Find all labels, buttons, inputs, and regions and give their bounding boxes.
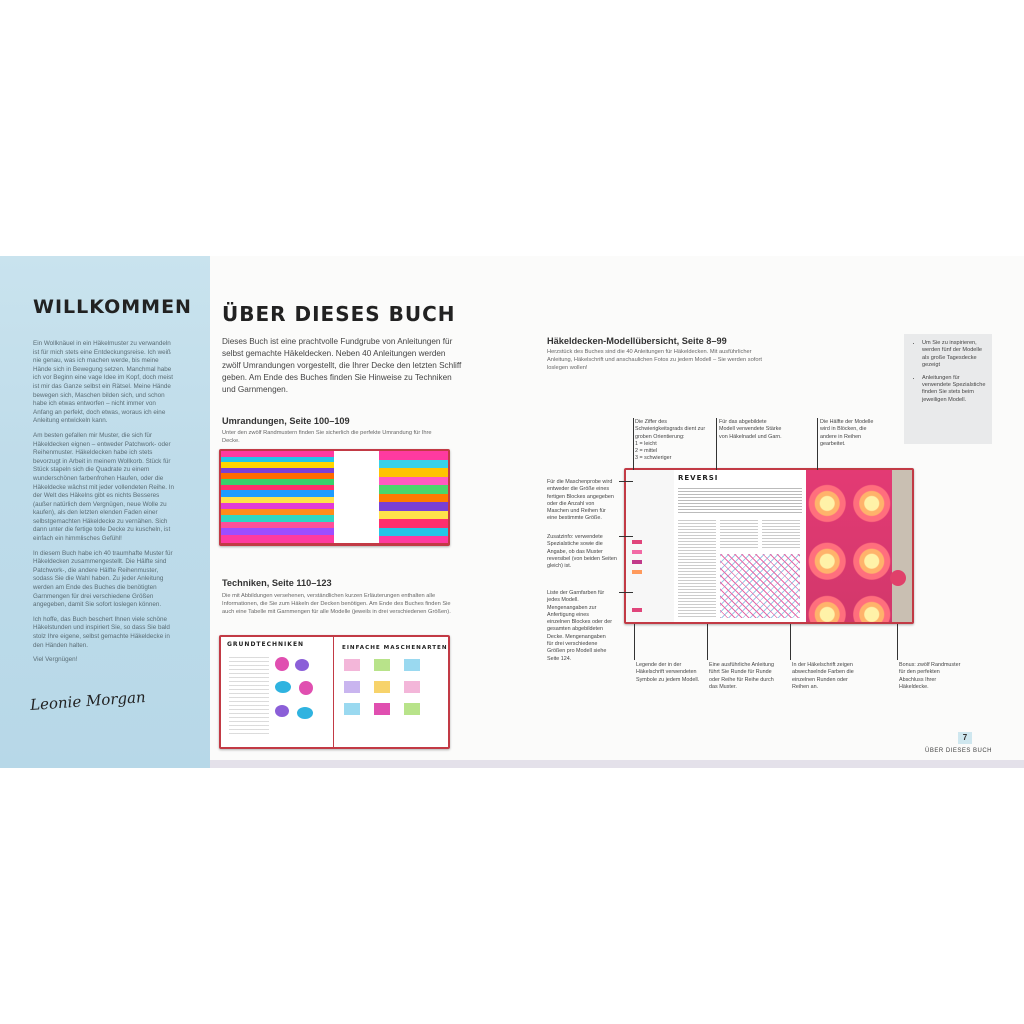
borders-text: Unter den zwölf Randmustern finden Sie sicherlich die perfekte Umrandung für Ihre Decke. bbox=[222, 430, 432, 444]
model-photo bbox=[806, 470, 912, 622]
book-spread bbox=[0, 256, 1024, 768]
annotation-legend: Legende der in der Häkelschrift verwendeten Symbole zu jedem Modell. bbox=[636, 662, 700, 683]
welcome-title: WILLKOMMEN bbox=[33, 296, 192, 318]
about-intro: Dieses Buch ist eine prachtvolle Fundgrube von Anleitungen für selbst gemachte Häkeldecken. Neben 40 Anleitungen werden zwölf Umrandungen vorgestellt, die Ihrer Decke den letzten Schliff geben. Am Ende des Buches finden Sie Hinweise zu Techniken und Garnmengen. bbox=[222, 337, 462, 394]
annotation-chart: In der Häkelschrift zeigen abwechselnde Farben die einzelnen Runden oder Reihen an. bbox=[792, 662, 854, 690]
welcome-paragraph: In diesem Buch habe ich 40 traumhafte Muster für Häkeldecken zusammengestellt. Die Hälfte sind Patchwork-, die andere Hälfte Reihenmuster, sodass Sie die Wahl haben. Zu jeder Anleitung werden am Ende des Buches die benötigten Garnmengen für drei verschiedene Größen angegeben, damit Sie sofort loslegen können. bbox=[33, 549, 173, 609]
annotation-extra-info: Zusatzinfo: verwendete Spezialstiche sowie die Angabe, ob das Muster reversibel (von beiden Seiten gleich) ist. bbox=[547, 534, 617, 570]
difficulty-level: 2 = mittel bbox=[635, 448, 658, 455]
overview-text: Herzstück des Buches sind die 40 Anleitungen für Häkeldecken. Mit ausführlicher Anleitung, Häkelschrift und anschaulichen Fotos zu jedem Modell – Sie werden sofort loslegen wollen! bbox=[547, 349, 762, 371]
welcome-text bbox=[33, 340, 176, 671]
borders-heading: Umrandungen, Seite 100–109 bbox=[222, 416, 350, 426]
about-title: ÜBER DIESES BUCH bbox=[222, 302, 456, 326]
annotation-difficulty: Die Ziffer des Schwierigkeitsgrads dient zur groben Orientierung: 1 = leicht 2 = mittel 3 = schwieriger bbox=[635, 419, 706, 462]
footer-bar bbox=[210, 760, 1024, 768]
annotation-half-models: Die Hälfte der Modelle wird in Blöcken, die andere in Reihen gearbeitet. bbox=[820, 419, 874, 447]
techniques-book-image bbox=[219, 635, 450, 749]
welcome-paragraph: Viel Vergnügen! bbox=[33, 656, 78, 664]
model-book-image bbox=[624, 468, 914, 624]
borders-left-page bbox=[221, 451, 334, 543]
welcome-paragraph: Am besten gefallen mir Muster, die sich für Häkeldecken eignen – entweder Patchwork- oder Reihenmuster. Häkeldecken habe ich stets bevorzugt in Arbeit in meinem Wollkorb. Stück für Stück stapeln sich die Quadrate zu einem wunderschönen farbenfrohen Haufen, oder die Häkeldecke wächst mit jeder vollendeten Reihe. In der Welt des Häkelns gibt es nichts Besseres (außer natürlich dem Vergnügen, neue Wolle zu kaufen), als den letzten elenden Faden einer selbstgemachten Häkeldecke zu vernähen. Sich dann unter die fertige tolle Decke zu kuscheln, ist einfach ein himmlisches Gefühl! bbox=[33, 431, 175, 543]
annotation-instruction: Eine ausführliche Anleitung führt Sie Runde für Runde oder Reihe für Reihe durch das Muster. bbox=[709, 662, 775, 690]
welcome-paragraph: Ich hoffe, das Buch beschert Ihnen viele schöne Häkelstunden und inspiriert Sie, so dass Sie bald stolz Ihre eigene, selbst gemachte Häkeldecke in den Händen halten. bbox=[33, 615, 170, 649]
techniques-text: Die mit Abbildungen versehenen, verständlichen kurzen Erläuterungen enthalten alle Informationen, die Sie zum Häkeln der Decken benötigen. Am Ende des Buches finden Sie auch eine Tabelle mit Garnmengen für alle Modelle (jeweils in drei verschiedenen Größen). bbox=[222, 593, 451, 615]
footer-label: ÜBER DIESES BUCH bbox=[925, 748, 993, 754]
side-note: • Anleitungen für verwendete Spezialstiche finden Sie stets beim jeweiligen Modell. bbox=[922, 375, 986, 405]
model-text-page bbox=[674, 470, 806, 622]
techniques-right-page bbox=[334, 637, 448, 747]
page-number: 7 bbox=[958, 732, 972, 744]
borders-book-image bbox=[219, 449, 450, 546]
model-title: REVERSI bbox=[678, 474, 719, 482]
model-info-strip bbox=[626, 470, 674, 622]
difficulty-level: 1 = leicht bbox=[635, 440, 657, 447]
techniques-heading: Techniken, Seite 110–123 bbox=[222, 578, 332, 588]
difficulty-level: 3 = schwieriger bbox=[635, 455, 672, 462]
annotation-yarn-list: Liste der Garnfarben für jedes Modell. Mengenangaben zur Anfertigung eines einzelnen Blockes oder der gesamten abgebildeten Decke. Mengenangaben für drei verschiedene Größen pro Modell siehe Seite 124. bbox=[547, 590, 613, 662]
welcome-paragraph: Ein Wollknäuel in ein Häkelmuster zu verwandeln ist für mich stets eine Entdeckungsreise. Ich weiß nie genau, was ich machen werde, bis meine Hände sich in Bewegung setzen. Manchmal habe ich vor Beginn eine vage Idee im Kopf, doch meist ist mir das Ganze selbst ein Rätsel. Meine Hände bewegen sich, Maschen bilden sich, und schon habe ich etwas entworfen – nicht immer von Anfang an perfekt, doch etwas, woraus ich eine Anleitung entwickeln kann. bbox=[33, 340, 174, 425]
welcome-panel bbox=[0, 256, 210, 768]
annotation-bonus: Bonus: zwölf Randmuster für den perfekten Abschluss Ihrer Häkeldecke. bbox=[899, 662, 961, 690]
overview-heading: Häkeldecken-Modellübersicht, Seite 8–99 bbox=[547, 336, 727, 346]
author-signature: Leonie Morgan bbox=[29, 687, 147, 715]
techniques-left-heading: GRUNDTECHNIKEN bbox=[227, 641, 305, 648]
side-info-box bbox=[904, 334, 992, 444]
annotation-gauge: Für die Maschenprobe wird entweder die Größe eines fertigen Blockes angegeben oder die Anzahl von Maschen und Reihen für eine bestimmte Größe. bbox=[547, 479, 614, 522]
annotation-model-shown: Für das abgebildete Modell verwendete Stärke von Häkelnadel und Garn. bbox=[719, 419, 782, 440]
side-note: • Um Sie zu inspirieren, werden fünf der Modelle als große Tagesdecke gezeigt bbox=[922, 340, 986, 370]
borders-right-page bbox=[379, 451, 448, 543]
techniques-left-page bbox=[221, 637, 333, 747]
techniques-right-heading: EINFACHE MASCHENARTEN bbox=[342, 645, 448, 651]
borders-middle-page bbox=[334, 451, 379, 543]
crochet-chart bbox=[720, 554, 800, 618]
